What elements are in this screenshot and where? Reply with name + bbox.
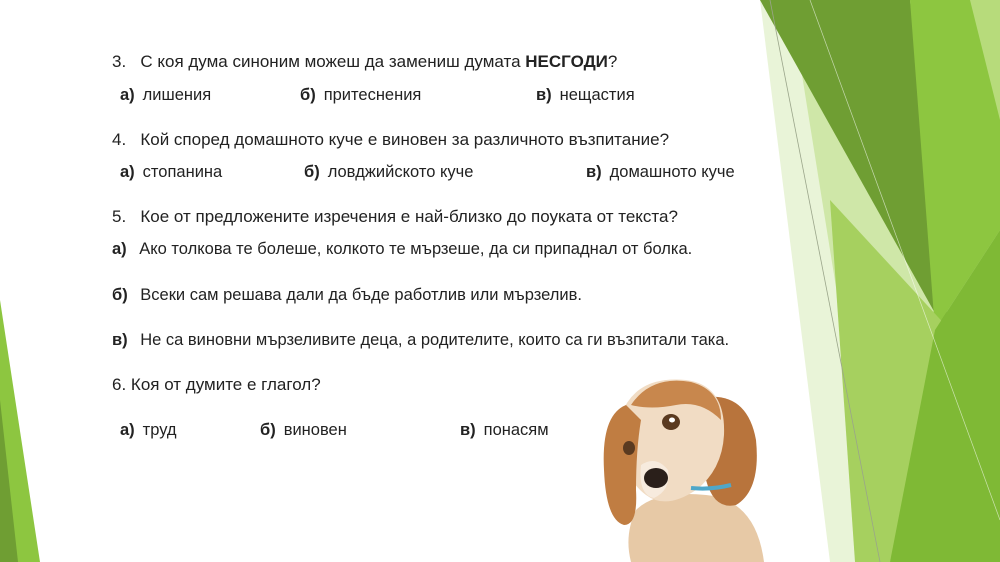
green-decoration-left (0, 0, 60, 562)
question-3-mark: ? (607, 52, 618, 71)
question-3 (112, 52, 617, 72)
green-decoration-right (760, 0, 1000, 562)
question-3-keyword: НЕСГОДИ (525, 52, 608, 71)
q6-option-b[interactable]: б) виновен (260, 421, 347, 439)
question-6-number: 6. (112, 375, 127, 394)
q5-option-b[interactable]: б) Всеки сам решава дали да бъде работлив или мързелив. (112, 286, 582, 304)
q6-option-a[interactable]: а) труд (120, 421, 177, 439)
beagle-puppy-image (596, 360, 766, 562)
question-4 (112, 130, 669, 150)
question-4-number: 4. (112, 130, 127, 149)
question-4-text: Кой според домашното куче е виновен за различното възпитание? (140, 130, 670, 149)
q4-option-v[interactable]: в) домашното куче (586, 163, 735, 181)
q5-option-v[interactable]: в) Не са виновни мързеливите деца, а родителите, които са ги възпитали така. (112, 331, 730, 349)
q4-option-a[interactable]: а) стопанина (120, 163, 223, 181)
q5-option-a[interactable]: а) Ако толкова те болеше, колкото те мързеше, да си припаднал от болка. (112, 240, 693, 258)
question-6 (112, 375, 321, 395)
question-3-text: С коя дума синоним можеш да замениш думата (140, 52, 521, 71)
q6-option-v[interactable]: в) понасям (460, 421, 549, 439)
question-3-number: 3. (112, 52, 127, 71)
question-6-text: Коя от думите е глагол? (130, 375, 321, 394)
question-5-number: 5. (112, 207, 127, 226)
q3-option-v[interactable]: в) нещастия (536, 86, 635, 104)
question-5-text: Кое от предложените изречения е най-близко до поуката от текста? (140, 207, 678, 226)
q4-option-b[interactable]: б) ловджийското куче (304, 163, 474, 181)
q3-option-a[interactable]: а) лишения (120, 86, 212, 104)
q3-option-b[interactable]: б) притеснения (300, 86, 422, 104)
question-5 (112, 207, 678, 227)
